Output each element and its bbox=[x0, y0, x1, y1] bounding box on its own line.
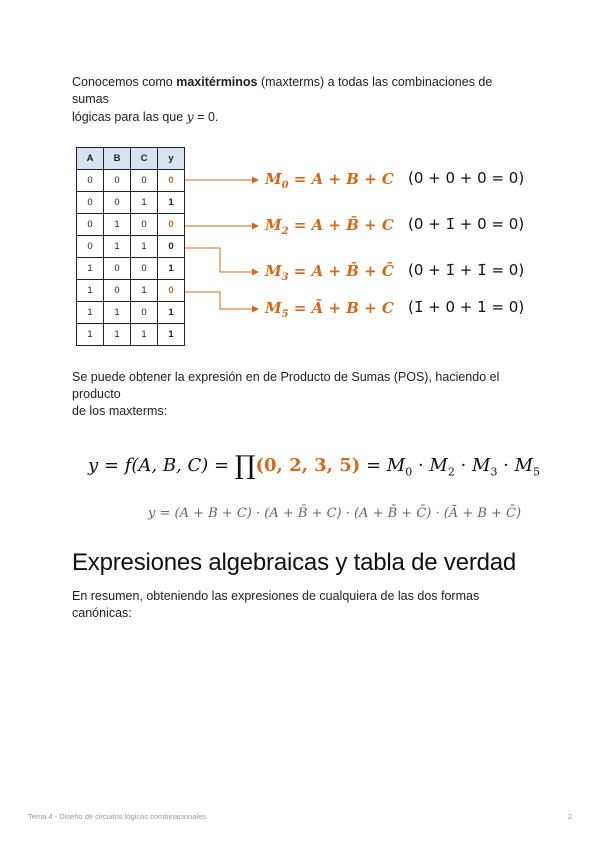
page-number: 2 bbox=[567, 812, 572, 821]
maxterm-m2: $M_2 = A$ + B̄ + C bbox=[265, 216, 394, 237]
cell: 0 bbox=[131, 214, 158, 236]
eq1-index-set: (0, 2, 3, 5) bbox=[255, 455, 361, 476]
arrow-m5 bbox=[185, 292, 258, 309]
cell-y: 1 bbox=[158, 324, 185, 346]
cell: 0 bbox=[104, 258, 131, 280]
section-title: Expresiones algebraicas y tabla de verdad bbox=[72, 549, 517, 576]
intro-line2: lógicas para las que bbox=[72, 110, 187, 124]
cell: 1 bbox=[104, 324, 131, 346]
pos-expanded-equation: y = (A + B + C) · (A + B̄ + C) · (A + B̄ + C̄) · (Ā + B + C̄) bbox=[148, 506, 522, 521]
pos-text-line1: Se puede obtener la expresión en de Producto de Sumas (POS), haciendo el producto bbox=[72, 370, 500, 401]
cell: 1 bbox=[131, 192, 158, 214]
intro-text: Conocemos como bbox=[72, 75, 177, 89]
footer-title: Tema 4 - Diseño de circuitos lógicos combinacionales bbox=[28, 812, 207, 821]
intro-line2-end: = 0. bbox=[193, 110, 219, 124]
eval-m2: (0 + 1̄ + 0 = 0) bbox=[408, 215, 525, 233]
cell-y: 1 bbox=[158, 192, 185, 214]
cell: 1 bbox=[104, 214, 131, 236]
header-c: C bbox=[131, 148, 158, 170]
cell: 0 bbox=[131, 170, 158, 192]
intro-bold-term: maxitérminos bbox=[176, 75, 258, 89]
cell: 1 bbox=[131, 324, 158, 346]
cell-y: 0 bbox=[158, 280, 185, 302]
eval-m0: (0 + 0 + 0 = 0) bbox=[408, 169, 525, 187]
header-b: B bbox=[104, 148, 131, 170]
cell: 1 bbox=[131, 280, 158, 302]
eq1-lhs: y = f(A, B, C) = bbox=[88, 455, 235, 476]
arrow-m3 bbox=[185, 248, 258, 272]
cell-y: 1 bbox=[158, 302, 185, 324]
header-y: y bbox=[158, 148, 185, 170]
cell-y: 1 bbox=[158, 258, 185, 280]
intro-var-y: y bbox=[186, 109, 194, 124]
product-symbol: ∏ bbox=[234, 451, 256, 481]
cell: 0 bbox=[104, 192, 131, 214]
header-a: A bbox=[77, 148, 104, 170]
summary-line2: canónicas: bbox=[72, 606, 132, 620]
cell: 0 bbox=[131, 302, 158, 324]
summary-line1: En resumen, obteniendo las expresiones de cualquiera de las dos formas bbox=[72, 589, 480, 603]
maxterm-m3: $M_3 = A$ + B̄ + C̄ bbox=[265, 262, 394, 283]
cell: 0 bbox=[131, 258, 158, 280]
cell: 0 bbox=[77, 214, 104, 236]
cell-y: 0 bbox=[158, 236, 185, 258]
eval-m3: (0 + 1̄ + 1̄ = 0) bbox=[408, 261, 525, 279]
cell: 0 bbox=[104, 280, 131, 302]
maxterm-m5: $M_5$ = Ā + B + C bbox=[265, 299, 394, 320]
intro-text-rest: (maxterms) a todas las combinaciones de sumas bbox=[72, 75, 493, 106]
cell-y: 0 bbox=[158, 170, 185, 192]
cell: 0 bbox=[77, 170, 104, 192]
cell: 1 bbox=[77, 280, 104, 302]
cell: 0 bbox=[104, 170, 131, 192]
eval-m5: (1̄ + 0 + 1 = 0) bbox=[408, 298, 525, 316]
cell-y: 0 bbox=[158, 214, 185, 236]
pos-paragraph bbox=[72, 369, 532, 420]
cell: 0 bbox=[77, 236, 104, 258]
cell: 1 bbox=[77, 258, 104, 280]
summary-paragraph bbox=[72, 588, 532, 622]
cell: 1 bbox=[131, 236, 158, 258]
pos-equation: y = f(A, B, C) = ∏(0, 2, 3, $5) = M_0 \cdot M_2 \cdot M_3 \cdot M_5$ bbox=[88, 451, 541, 481]
cell: 1 bbox=[104, 236, 131, 258]
cell: 1 bbox=[104, 302, 131, 324]
pos-text-line2: de los maxterms: bbox=[72, 404, 168, 418]
cell: 0 bbox=[77, 192, 104, 214]
cell: 1 bbox=[77, 324, 104, 346]
cell: 1 bbox=[77, 302, 104, 324]
maxterm-m0: $M_0 = A + B + C$ bbox=[265, 170, 394, 191]
